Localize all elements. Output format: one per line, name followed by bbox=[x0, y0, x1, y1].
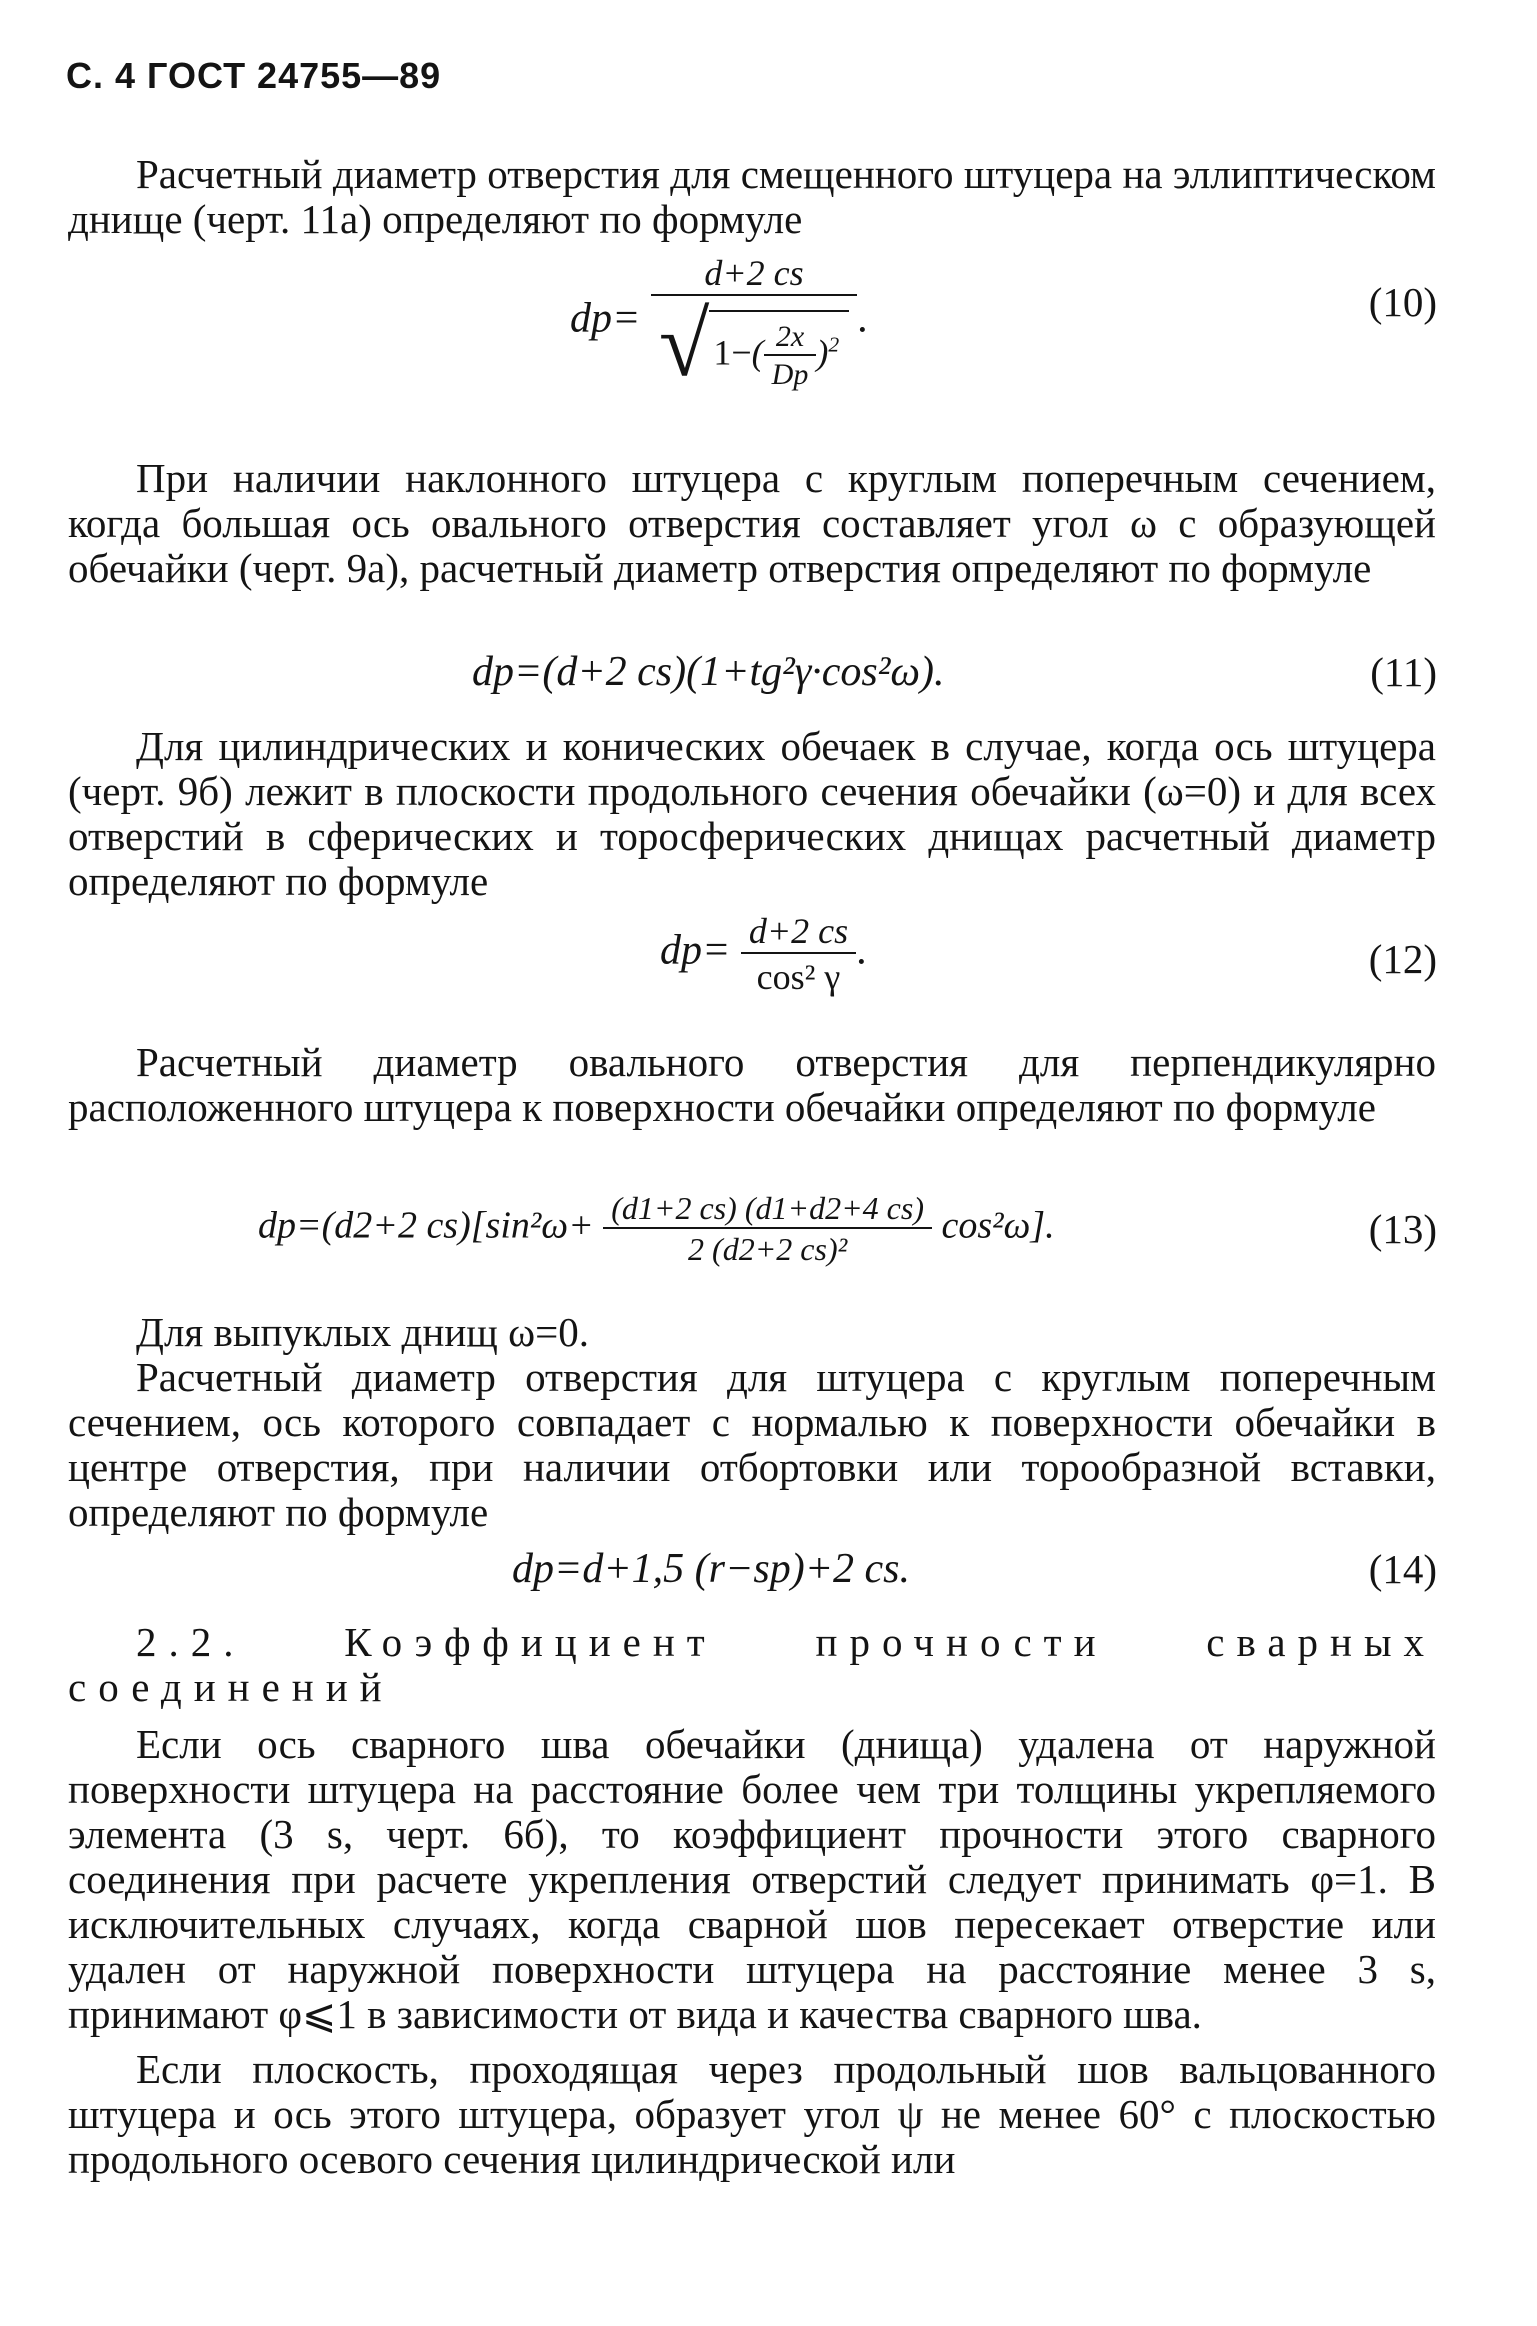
formula-13-fraction bbox=[603, 1190, 932, 1268]
paragraph-2: При наличии наклонного штуцера с круглым поперечным сечением, когда большая ось овального отверстия составляет угол ω с образующей обечайки (черт. 9а), расчетный диаметр отверстия определяют по формуле bbox=[68, 455, 1436, 591]
radical-sign: √ bbox=[658, 293, 710, 395]
page-header: С. 4 ГОСТ 24755—89 bbox=[66, 55, 442, 96]
section-title: 2.2. Коэффициент прочности сварных соединений bbox=[68, 1619, 1436, 1710]
equation-number-10: (10) bbox=[1368, 279, 1437, 325]
formula-12 bbox=[660, 910, 867, 998]
formula-13-lhs: dp=(d2+2 cs)[sin²ω+ bbox=[258, 1204, 594, 1247]
paragraph-3: Для цилиндрических и конических обечаек в случае, когда ось штуцера (черт. 9б) лежит в плоскости продольного сечения обечайки (ω=0) и для всех отверстий в сферических и торосферических днищах расчетный диаметр определяют по формуле bbox=[68, 723, 1436, 904]
formula-10-tail: . bbox=[857, 295, 868, 342]
equation-number-12: (12) bbox=[1368, 936, 1437, 982]
formula-12-fraction bbox=[741, 910, 856, 998]
formula-13-numerator: (d1+2 cs) (d1+d2+4 cs) bbox=[603, 1190, 932, 1229]
equation-number-11: (11) bbox=[1370, 649, 1437, 695]
paragraph-5: Для выпуклых днищ ω=0. bbox=[136, 1309, 589, 1355]
square-root: √ 1−( $\frac{2x}{Dp}$ )$^2$ bbox=[659, 298, 849, 392]
formula-13 bbox=[258, 1190, 1055, 1268]
formula-10-denominator bbox=[651, 293, 857, 395]
formula-10-den-main: 1− bbox=[713, 332, 752, 373]
equation-number-13: (13) bbox=[1368, 1206, 1437, 1252]
paragraph-7: Если ось сварного шва обечайки (днища) удалена от наружной поверхности штуцера на расстояние более чем три толщины укрепляемого элемента (3 s, черт. 6б), то коэффициент прочности этого сварного соединения при расчете укрепления отверстий следует принимать φ=1. В исключительных случаях, когда сварной шов пересекает отверстие или удален от наружной поверхности штуцера на расстояние менее 3 s, принимают φ⩽1 в зависимости от вида и качества сварного шва. bbox=[68, 1721, 1436, 2037]
paragraph-4: Расчетный диаметр овального отверстия для перпендикулярно расположенного штуцера к поверхности обечайки определяют по формуле bbox=[68, 1039, 1436, 1130]
paragraph-6: Расчетный диаметр отверстия для штуцера с круглым поперечным сечением, ось которого совпадает с нормалью к поверхности обечайки в центре отверстия, при наличии отбортовки или торообразной вставки, определяют по формуле bbox=[68, 1354, 1436, 1535]
formula-12-denominator: cos² γ bbox=[756, 957, 841, 997]
formula-13-tail: cos²ω]. bbox=[941, 1204, 1055, 1247]
formula-14: dp=d+1,5 (r−sp)+2 cs. bbox=[512, 1546, 911, 1592]
formula-10-inner-fraction bbox=[764, 320, 817, 392]
formula-10-inner-den: Dp bbox=[771, 358, 809, 391]
formula-12-numerator: d+2 cs bbox=[741, 910, 856, 954]
paragraph-8: Если плоскость, проходящая через продольный шов вальцованного штуцера и ось этого штуцера, образует угол ψ не менее 60° с плоскостью продольного осевого сечения цилиндрической или bbox=[68, 2046, 1436, 2182]
formula-12-lhs: dp= bbox=[660, 927, 731, 974]
paragraph-1: Расчетный диаметр отверстия для смещенного штуцера на эллиптическом днище (черт. 11а) определяют по формуле bbox=[68, 151, 1436, 242]
formula-10-inner-num: 2x bbox=[764, 320, 817, 356]
formula-10-lhs: dp= bbox=[570, 295, 641, 342]
formula-11: dp=(d+2 cs)(1+tg²γ·cos²ω). bbox=[472, 649, 945, 695]
formula-10 bbox=[570, 252, 868, 395]
formula-10-power: 2 bbox=[828, 332, 840, 357]
formula-12-tail: . bbox=[856, 927, 867, 974]
equation-number-14: (14) bbox=[1368, 1546, 1437, 1592]
formula-10-fraction bbox=[651, 252, 857, 395]
formula-10-numerator: d+2 cs bbox=[651, 252, 857, 296]
formula-13-denominator: 2 (d2+2 cs)² bbox=[688, 1231, 848, 1267]
